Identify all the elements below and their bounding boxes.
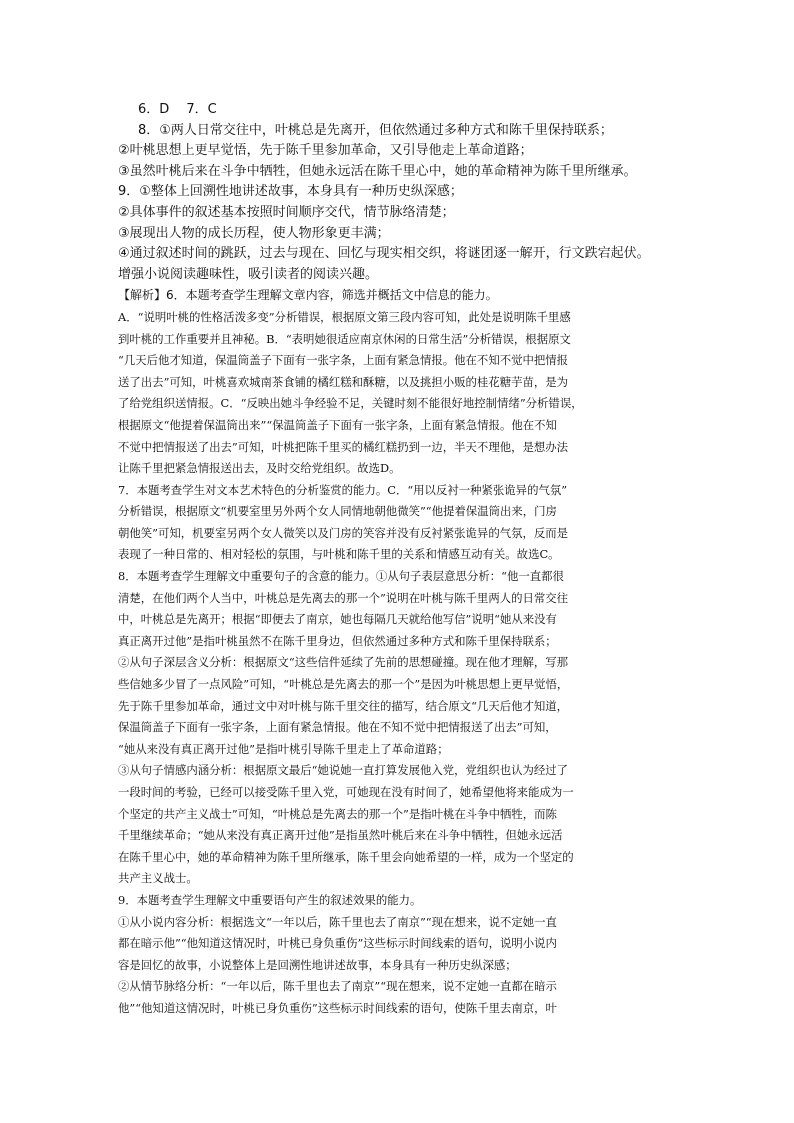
analysis-line: 他”“他知道这情况时，叶桃已身负重伤”这些标示时间线索的语句，使陈千里去南京，叶	[118, 1000, 557, 1015]
q9-answer-line: ④通过叙述时间的跳跃，过去与现在、回忆与现实相交织，将谜团逐一解开，行文跌宕起伏。	[118, 246, 650, 262]
analysis-line: 都在暗示他”“他知道这情况时，叶桃已身负重伤”这些标示时间线索的语句，说明小说内	[118, 936, 557, 951]
analysis-line: 在陈千里心中，她的革命精神为陈千里所继承，陈千里会向她希望的一样，成为一个坚定的	[118, 849, 574, 864]
analysis-line: 8．本题考查学生理解文中重要句子的含意的能力。①从句子表层意思分析：“他一直都很	[118, 569, 564, 584]
analysis-line: 共产主义战士。	[118, 871, 198, 886]
q9-answer-line: 9．①整体上回溯性地讲述故事，本身具有一种历史纵深感；	[118, 184, 463, 200]
analysis-line: ②从情节脉络分析：“一年以后，陈千里也去了南京”“现在想来，说不定她一直都在暗示	[118, 979, 557, 994]
analysis-line: 真正离开过他”是指叶桃虽然不在陈千里身边，但依然通过多种方式和陈千里保持联系；	[118, 633, 557, 648]
analysis-line: 9．本题考查学生理解文中重要语句产生的叙述效果的能力。	[118, 892, 422, 907]
q8-answer-line: ②叶桃思想上更早觉悟，先于陈千里参加革命，又引导他走上革命道路；	[118, 143, 533, 159]
choice-answers: 6．D 7．C	[138, 102, 217, 117]
analysis-line: 分析错误，根据原文“机要室里另外两个女人同情地朝他微笑”“他提着保温筒出来，门房	[118, 504, 557, 519]
analysis-header: 【解析】6．本题考查学生理解文章内容，筛选并概括文中信息的能力。	[118, 288, 498, 303]
analysis-line: 让陈千里把紧急情报送出去，及时交给党组织。故选D。	[118, 461, 401, 476]
analysis-line: A．“说明叶桃的性格活泼多变”分析错误，根据原文第三段内容可知，此处是说明陈千里感	[118, 309, 571, 324]
analysis-line: “几天后他才知道，保温筒盖子下面有一张字条，上面有紧急情报。他在不知不觉中把情报	[118, 353, 569, 368]
q9-answer-line: 增强小说阅读趣味性，吸引读者的阅读兴趣。	[118, 266, 379, 282]
analysis-line: 千里继续革命；“她从来没有真正离开过他”是指虽然叶桃后来在斗争中牺牲，但她永远活	[118, 828, 563, 843]
analysis-line: ②从句子深层含义分析：根据原文“这些信件延续了先前的思想碰撞。现在他才理解，写那	[118, 655, 569, 670]
analysis-line: 送了出去”可知，叶桃喜欢城南茶食铺的橘红糕和酥糖，以及挑担小贩的桂花糖芋苗，是为	[118, 374, 569, 389]
analysis-block	[118, 285, 684, 1019]
analysis-line: 一段时间的考验，已经可以接受陈千里入党，可她现在没有时间了，她希望他将来能成为一	[118, 785, 574, 799]
analysis-line: 不觉中把情报送了出去”可知，叶桃把陈千里买的橘红糕扔到一边，半天不理他，是想办法	[118, 439, 569, 454]
analysis-line: 先于陈千里参加革命，通过文中对叶桃与陈千里交往的描写，结合原文“几天后他才知道，	[118, 698, 569, 713]
analysis-line: 些信她多少冒了一点风险”可知，“叶桃总是先离去的那一个”是因为叶桃思想上更早觉悟，	[118, 677, 569, 692]
analysis-line: 朝他笑”可知，机要室另两个女人微笑以及门房的笑容并没有反衬紧张诡异的气氛，反而是	[118, 525, 569, 540]
analysis-line: ①从小说内容分析：根据选文“一年以后，陈千里也去了南京”“现在想来，说不定她一直	[118, 914, 557, 929]
analysis-line: ③从句子情感内涵分析：根据原文最后“她说她一直打算发展他入党，党组织也认为经过了	[118, 763, 569, 778]
q9-answer-block	[118, 182, 684, 285]
analysis-line: 了给党组织送情报。C．“反映出她斗争经验不足，关键时刻不能很好地控制情绪”分析错误，	[118, 396, 583, 411]
analysis-line: “她从来没有真正离开过他”是指叶桃引导陈千里走上了革命道路；	[118, 741, 449, 756]
q9-answer-line: ③展现出人物的成长历程，使人物形象更丰满；	[118, 225, 390, 241]
analysis-line: 清楚，在他们两个人当中，叶桃总是先离去的那一个”说明在叶桃与陈千里两人的日常交往	[118, 590, 569, 605]
q8-answer-block	[118, 121, 684, 183]
answer-document	[118, 100, 684, 1020]
analysis-line: 保温筒盖子下面有一张字条，上面有紧急情报。他在不知不觉中把情报送了出去”可知，	[118, 720, 557, 735]
analysis-line: 容是回忆的故事，小说整体上是回溯性地讲述故事，本身具有一种历史纵深感；	[118, 957, 517, 972]
analysis-line: 到叶桃的工作重要并且神秘。B．“表明她很适应南京休闲的日常生活”分析错误，根据原文	[118, 331, 571, 346]
q9-answer-line: ②具体事件的叙述基本按照时间顺序交代，情节脉络清楚；	[118, 204, 455, 220]
q8-answer-line: ③虽然叶桃后来在斗争中牺牲，但她永远活在陈千里心中，她的革命精神为陈千里所继承。	[118, 163, 637, 179]
analysis-line: 个坚定的共产主义战士”可知，“叶桃总是先离去的那一个”是指叶桃在斗争中牺牲，而陈	[118, 806, 557, 821]
analysis-line: 中，叶桃总是先离开；根据“即便去了南京，她也每隔几天就给他写信”说明“她从来没有	[118, 612, 557, 627]
analysis-line: 7．本题考查学生对文本艺术特色的分析鉴赏的能力。C．“用以反衬一种紧张诡异的气氛”	[118, 482, 568, 497]
analysis-line: 根据原文“他提着保温筒出来”“保温筒盖子下面有一张字条，上面有紧急情报。他在不知	[118, 417, 557, 432]
q8-answer-line: 8．①两人日常交往中，叶桃总是先离开，但依然通过多种方式和陈千里保持联系；	[138, 122, 613, 138]
analysis-line: 表现了一种日常的、相对轻松的氛围，与叶桃和陈千里的关系和情感互动有关。故选C。	[118, 547, 560, 562]
